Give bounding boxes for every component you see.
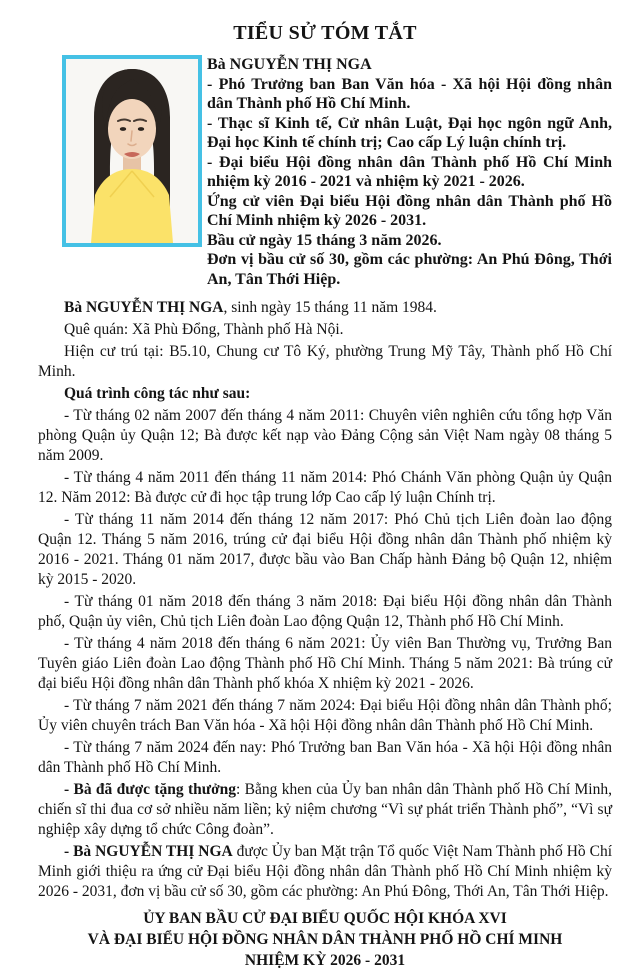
biography-paragraph bbox=[38, 842, 612, 902]
biography-paragraph bbox=[38, 592, 612, 632]
profile-line: - Đại biểu Hội đồng nhân dân Thành phố Hồ Chí Minh nhiệm kỳ 2016 - 2021 và nhiệm kỳ 2021 - 2026. bbox=[207, 153, 612, 190]
biography-paragraph bbox=[38, 780, 612, 840]
biography-paragraph bbox=[38, 634, 612, 694]
portrait-photo bbox=[62, 55, 202, 247]
bold-text-run: Bà NGUYỄN THỊ NGA bbox=[64, 299, 224, 316]
bold-text-run: - Bà NGUYỄN THỊ NGA bbox=[64, 843, 233, 860]
profile-line: - Thạc sĩ Kinh tế, Cử nhân Luật, Đại học ngôn ngữ Anh, Đại học Kinh tế chính trị; Cao cấp Lý luận chính trị. bbox=[207, 114, 612, 151]
biography-paragraph bbox=[38, 696, 612, 736]
page-title: TIỂU SỬ TÓM TẮT bbox=[233, 22, 417, 44]
text-run: - Từ tháng 7 năm 2024 đến nay: Phó Trưởng ban Ban Văn hóa - Xã hội Hội đồng nhân dân Thành phố Hồ Chí Minh. bbox=[38, 739, 612, 776]
text-run: - Từ tháng 4 năm 2011 đến tháng 11 năm 2014: Phó Chánh Văn phòng Quận ủy Quận 12. Năm 2012: Bà được cử đi học tập trung lớp Cao cấp lý luận Chính trị. bbox=[38, 469, 612, 506]
profile-line: Bầu cử ngày 15 tháng 3 năm 2026. bbox=[207, 231, 442, 249]
biography-paragraph bbox=[38, 298, 612, 318]
text-run: Quê quán: Xã Phù Đổng, Thành phố Hà Nội. bbox=[64, 321, 344, 338]
text-run: : Bằng khen của Ủy ban nhân dân Thành phố Hồ Chí Minh, chiến sĩ thi đua cơ sở nhiều năm liền; kỷ niệm chương “Vì sự phát triển Thành phố”, “Vì sự nghiệp xây dựng tổ chức Công đoàn”. bbox=[38, 781, 612, 838]
text-run: - Từ tháng 11 năm 2014 đến tháng 12 năm 2017: Phó Chủ tịch Liên đoàn lao động Quận 12. Tháng 5 năm 2016, trúng cử đại biểu Hội đồng nhân dân Thành phố nhiệm kỳ 2016 - 2021. Tháng 01 năm 2017, được bầu vào Ban Chấp hành Đảng bộ Quận 12, nhiệm kỳ 2015 - 2020. bbox=[38, 511, 612, 588]
footer-line: VÀ ĐẠI BIỂU HỘI ĐỒNG NHÂN DÂN THÀNH PHỐ HỒ CHÍ MINH bbox=[87, 931, 563, 948]
text-run: - Từ tháng 7 năm 2021 đến tháng 7 năm 2024: Đại biểu Hội đồng nhân dân Thành phố; Ủy viên chuyên trách Ban Văn hóa - Xã hội Hội đồng nhân dân Thành phố Hồ Chí Minh. bbox=[38, 697, 612, 734]
profile-summary bbox=[207, 55, 612, 289]
footer-line: ỦY BAN BẦU CỬ ĐẠI BIỂU QUỐC HỘI KHÓA XVI bbox=[143, 910, 507, 927]
text-run: Hiện cư trú tại: B5.10, Chung cư Tô Ký, phường Trung Mỹ Tây, Thành phố Hồ Chí Minh. bbox=[38, 343, 612, 380]
biography-paragraph bbox=[38, 510, 612, 590]
biography-paragraph bbox=[38, 406, 612, 466]
footer-line: NHIỆM KỲ 2026 - 2031 bbox=[244, 952, 406, 969]
biography-body bbox=[38, 298, 612, 902]
bold-text-run: - Bà đã được tặng thưởng bbox=[64, 781, 237, 798]
election-committee-footer bbox=[38, 908, 612, 971]
candidate-name: Bà NGUYỄN THỊ NGA bbox=[207, 56, 372, 73]
biography-paragraph bbox=[38, 384, 612, 404]
biography-paragraph bbox=[38, 738, 612, 778]
biography-paragraph bbox=[38, 342, 612, 382]
profile-line: - Phó Trưởng ban Ban Văn hóa - Xã hội Hội đồng nhân dân Thành phố Hồ Chí Minh. bbox=[207, 75, 612, 112]
text-run: , sinh ngày 15 tháng 11 năm 1984. bbox=[223, 299, 437, 316]
biography-paragraph bbox=[38, 468, 612, 508]
portrait-illustration bbox=[66, 59, 198, 243]
biography-paragraph bbox=[38, 320, 612, 340]
text-run: - Từ tháng 01 năm 2018 đến tháng 3 năm 2018: Đại biểu Hội đồng nhân dân Thành phố, Quận ủy viên, Chủ tịch Liên đoàn Lao động Quận 12, Thành phố Hồ Chí Minh. bbox=[38, 593, 612, 630]
text-run: - Từ tháng 02 năm 2007 đến tháng 4 năm 2011: Chuyên viên nghiên cứu tổng hợp Văn phòng Quận ủy Quận 12; Bà được kết nạp vào Đảng Cộng sản Việt Nam ngày 08 tháng 5 năm 2009. bbox=[38, 407, 612, 464]
profile-line: Ứng cử viên Đại biểu Hội đồng nhân dân Thành phố Hồ Chí Minh nhiệm kỳ 2026 - 2031. bbox=[207, 192, 612, 229]
text-run: - Từ tháng 4 năm 2018 đến tháng 6 năm 2021: Ủy viên Ban Thường vụ, Trưởng Ban Tuyên giáo Liên đoàn Lao động Thành phố Hồ Chí Minh. Tháng 5 năm 2021: Bà trúng cử đại biểu Hội đồng nhân dân Thành phố khóa X nhiệm kỳ 2021 - 2026. bbox=[38, 635, 612, 692]
profile-line: Đơn vị bầu cử số 30, gồm các phường: An Phú Đông, Thới An, Tân Thới Hiệp. bbox=[207, 251, 612, 288]
bold-text-run: Quá trình công tác như sau: bbox=[64, 385, 251, 402]
profile-header bbox=[62, 55, 612, 289]
text-run: được Ủy ban Mặt trận Tổ quốc Việt Nam Thành phố Hồ Chí Minh giới thiệu ra ứng cử Đại biểu Hội đồng nhân dân Thành phố Hồ Chí Minh nhiệm kỳ 2026 - 2031, đơn vị bầu cử số 30, gồm các phường: An Phú Đông, Thới An, Tân Thới Hiệp. bbox=[38, 843, 612, 900]
profile-lines bbox=[207, 75, 612, 290]
